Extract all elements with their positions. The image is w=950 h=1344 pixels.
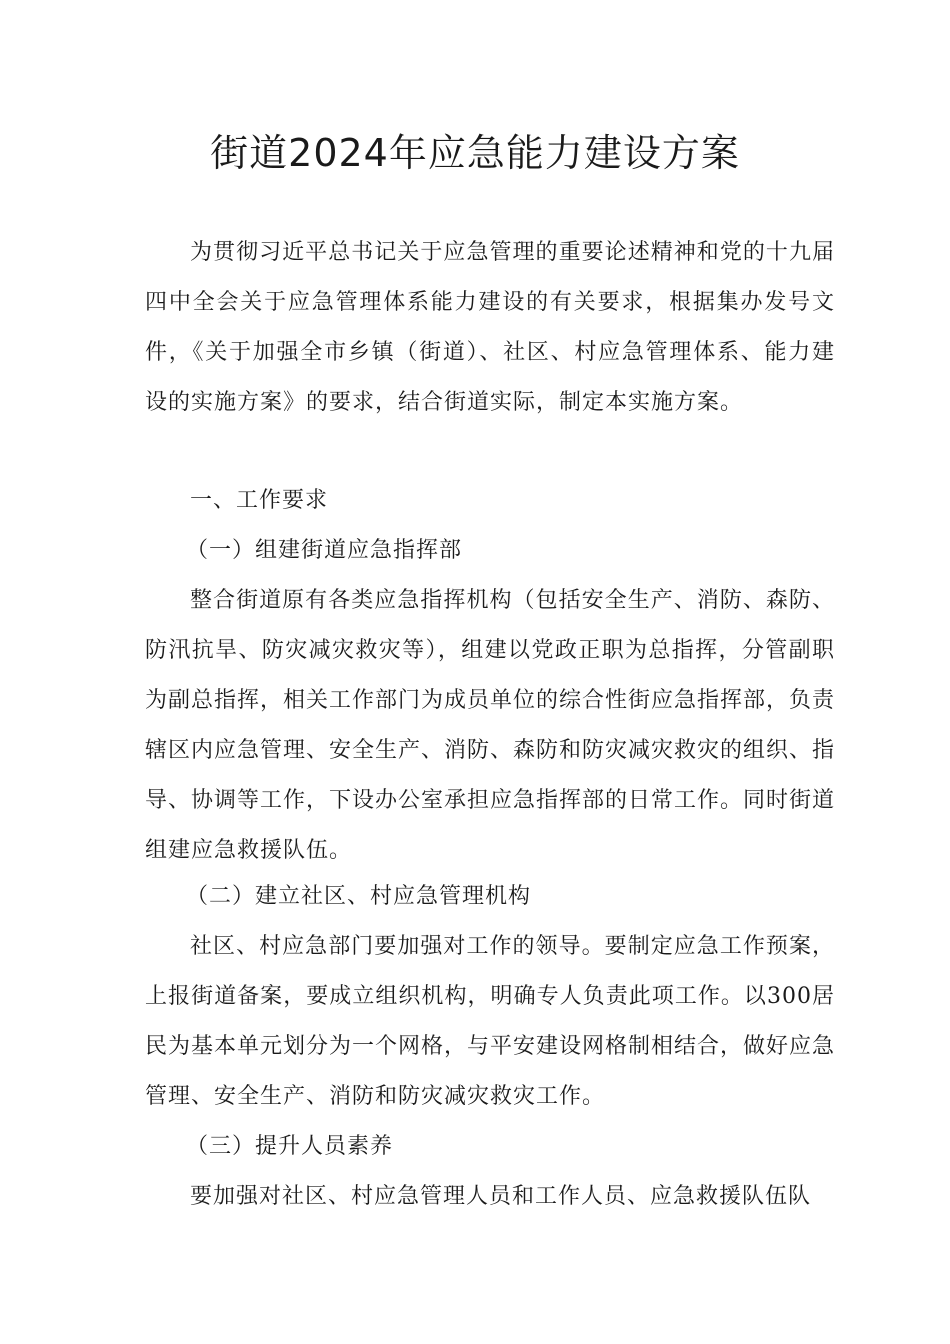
subsection-heading-3: （三）提升人员素养 [186, 1134, 394, 1159]
intro-paragraph: 为贯彻习近平总书记关于应急管理的重要论述精神和党的十九届四中全会关于应急管理体系能力建设的有关要求，根据集办发号文件，《关于加强全市乡镇（街道）、社区、村应急管理体系、能力建设的实施方案》的要求，结合街道实际，制定本实施方案。 [145, 240, 835, 415]
subsection-body-2: 社区、村应急部门要加强对工作的领导。要制定应急工作预案，上报街道备案，要成立组织机构，明确专人负责此项工作。以300居民为基本单元划分为一个网格，与平安建设网格制相结合，做好应急管理、安全生产、消防和防灾减灾救灾工作。 [145, 934, 836, 1109]
document-title: 街道2024年应急能力建设方案 [210, 131, 740, 175]
section-heading-work-requirements: 一、工作要求 [190, 488, 329, 513]
subsection-body-3: 要加强对社区、村应急管理人员和工作人员、应急救援队伍队 [190, 1184, 812, 1209]
subsection-heading-2: （二）建立社区、村应急管理机构 [186, 884, 532, 909]
subsection-body-1: 整合街道原有各类应急指挥机构（包括安全生产、消防、森防、防汛抗旱、防灾减灾救灾等），组建以党政正职为总指挥，分管副职为副总指挥，相关工作部门为成员单位的综合性街应急指挥部，负责辖区内应急管理、安全生产、消防、森防和防灾减灾救灾的组织、指导、协调等工作，下设办公室承担应急指挥部的日常工作。同时街道组建应急救援队伍。 [145, 588, 836, 863]
subsection-heading-1: （一）组建街道应急指挥部 [186, 538, 463, 563]
